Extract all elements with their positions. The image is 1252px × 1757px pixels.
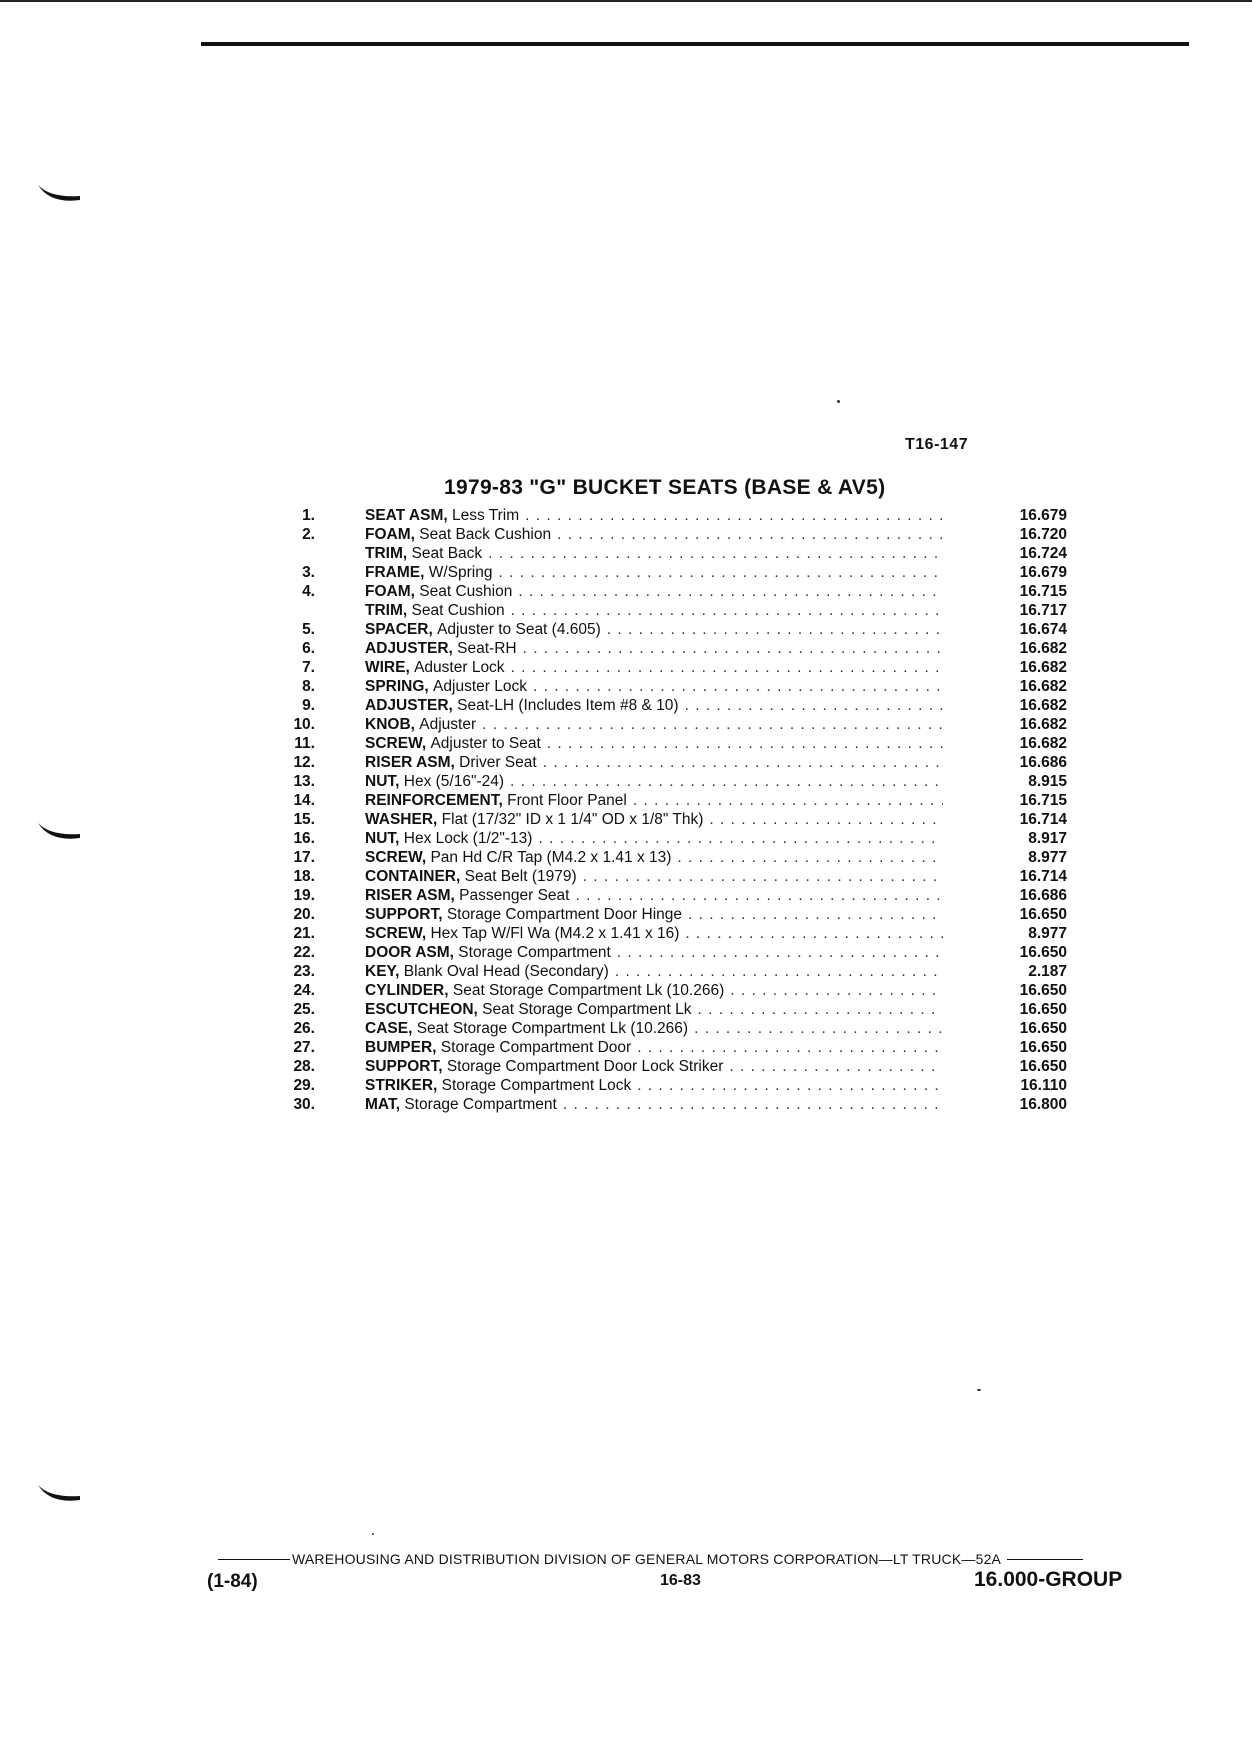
part-name: CONTAINER, [365, 868, 461, 885]
part-group-number: 16.717 [1019, 602, 1067, 619]
part-name: SPACER, [365, 621, 433, 638]
part-row [282, 981, 1072, 1000]
part-detail: Seat Back Cushion [419, 526, 552, 543]
part-name: TRIM, [365, 545, 408, 562]
dot-leader [510, 772, 943, 791]
dot-leader [563, 1095, 943, 1114]
part-group-number: 8.915 [1028, 773, 1067, 790]
part-detail: Storage Compartment [404, 1096, 557, 1113]
part-item-number: 23. [293, 963, 315, 980]
part-name: ADJUSTER, [365, 640, 453, 657]
part-description [365, 924, 943, 943]
part-row [282, 886, 1072, 905]
part-detail: Adjuster Lock [433, 678, 527, 695]
part-detail: Storage Compartment Door Lock Striker [446, 1058, 724, 1075]
part-description [365, 658, 943, 677]
part-name: KNOB, [365, 716, 415, 733]
part-name: RISER ASM, [365, 887, 455, 904]
part-group-number: 16.682 [1019, 697, 1067, 714]
part-group-number: 16.724 [1019, 545, 1067, 562]
dot-leader [729, 1057, 943, 1076]
dot-leader [685, 696, 943, 715]
part-detail: Seat-LH (Includes Item #8 & 10) [457, 697, 679, 714]
dot-leader [575, 886, 943, 905]
part-description [365, 829, 943, 848]
part-description [365, 867, 943, 886]
dot-leader [688, 905, 943, 924]
dot-leader [633, 791, 943, 810]
part-item-number: 22. [293, 944, 315, 961]
dot-leader [543, 753, 943, 772]
part-description [365, 506, 943, 525]
part-item-number: 21. [293, 925, 315, 942]
dot-leader [730, 981, 943, 1000]
part-name: BUMPER, [365, 1039, 437, 1056]
part-row [282, 810, 1072, 829]
part-item-number: 12. [293, 754, 315, 771]
part-description [365, 1095, 943, 1114]
part-item-number: 1. [302, 507, 315, 524]
dot-leader [557, 525, 943, 544]
part-group-number: 16.682 [1019, 678, 1067, 695]
part-name: ADJUSTER, [365, 697, 453, 714]
part-detail: Seat Back [411, 545, 483, 562]
part-name: ESCUTCHEON, [365, 1001, 478, 1018]
part-row [282, 1019, 1072, 1038]
part-detail: Hex Lock (1/2"-13) [403, 830, 533, 847]
part-row [282, 848, 1072, 867]
part-detail: Seat Storage Compartment Lk [482, 1001, 692, 1018]
part-group-number: 16.679 [1019, 564, 1067, 581]
part-description [365, 582, 943, 601]
part-row [282, 905, 1072, 924]
part-detail: Seat-RH [457, 640, 517, 657]
part-group-number: 16.682 [1019, 716, 1067, 733]
part-description [365, 753, 943, 772]
part-description [365, 677, 943, 696]
part-name: FRAME, [365, 564, 425, 581]
part-detail: Seat Belt (1979) [464, 868, 577, 885]
footer-page-number: 16-83 [660, 1572, 701, 1589]
part-group-number: 16.686 [1019, 754, 1067, 771]
part-row [282, 1000, 1072, 1019]
part-group-number: 16.715 [1019, 583, 1067, 600]
part-detail: Seat Cushion [411, 602, 505, 619]
part-group-number: 16.682 [1019, 735, 1067, 752]
part-item-number: 26. [293, 1020, 315, 1037]
part-group-number: 16.650 [1019, 982, 1067, 999]
part-group-number: 16.800 [1019, 1096, 1067, 1113]
part-group-number: 16.682 [1019, 659, 1067, 676]
dot-leader [538, 829, 943, 848]
part-item-number: 2. [302, 526, 315, 543]
footer-rule-right [1007, 1559, 1083, 1560]
figure-code: T16-147 [905, 436, 969, 453]
part-row [282, 506, 1072, 525]
part-name: CASE, [365, 1020, 413, 1037]
part-name: SUPPORT, [365, 1058, 443, 1075]
dot-leader [511, 658, 943, 677]
part-description [365, 886, 943, 905]
dot-leader [637, 1076, 943, 1095]
part-item-number: 8. [302, 678, 315, 695]
part-description [365, 772, 943, 791]
footer-division-line [218, 1551, 1168, 1567]
part-group-number: 16.650 [1019, 1039, 1067, 1056]
part-row [282, 544, 1072, 563]
part-group-number: 8.917 [1028, 830, 1067, 847]
part-row [282, 753, 1072, 772]
part-row [282, 525, 1072, 544]
part-item-number: 29. [293, 1077, 315, 1094]
part-name: STRIKER, [365, 1077, 438, 1094]
dot-leader [617, 943, 943, 962]
part-item-number: 10. [293, 716, 315, 733]
part-group-number: 16.682 [1019, 640, 1067, 657]
part-detail: Aduster Lock [414, 659, 505, 676]
part-row [282, 791, 1072, 810]
part-description [365, 734, 943, 753]
part-group-number: 16.650 [1019, 944, 1067, 961]
part-description [365, 639, 943, 658]
dot-leader [607, 620, 943, 639]
part-item-number: 20. [293, 906, 315, 923]
part-group-number: 16.650 [1019, 906, 1067, 923]
part-name: WASHER, [365, 811, 438, 828]
part-name: CYLINDER, [365, 982, 449, 999]
footer-group-code: 16.000-GROUP [974, 1568, 1123, 1591]
part-name: REINFORCEMENT, [365, 792, 503, 809]
part-row [282, 639, 1072, 658]
part-item-number: 7. [302, 659, 315, 676]
part-detail: Flat (17/32" ID x 1 1/4" OD x 1/8" Thk) [441, 811, 704, 828]
part-row [282, 867, 1072, 886]
part-row [282, 1057, 1072, 1076]
dot-leader [482, 715, 943, 734]
part-group-number: 16.674 [1019, 621, 1067, 638]
part-row [282, 658, 1072, 677]
part-item-number: 18. [293, 868, 315, 885]
part-description [365, 905, 943, 924]
part-detail: Storage Compartment [458, 944, 611, 961]
part-row [282, 734, 1072, 753]
part-row [282, 715, 1072, 734]
part-row [282, 829, 1072, 848]
part-description [365, 525, 943, 544]
part-detail: Seat Storage Compartment Lk (10.266) [452, 982, 725, 999]
part-detail: Adjuster [419, 716, 477, 733]
dot-leader [533, 677, 943, 696]
part-row [282, 582, 1072, 601]
part-description [365, 1057, 943, 1076]
parts-list [282, 506, 1072, 1114]
part-description [365, 848, 943, 867]
part-group-number: 16.714 [1019, 868, 1067, 885]
part-description [365, 715, 943, 734]
part-row [282, 1038, 1072, 1057]
dot-leader [709, 810, 943, 829]
dot-leader [698, 1000, 944, 1019]
part-detail: Storage Compartment Door [440, 1039, 632, 1056]
part-row [282, 677, 1072, 696]
dot-leader [637, 1038, 943, 1057]
part-description [365, 1019, 943, 1038]
part-item-number: 9. [302, 697, 315, 714]
part-name: TRIM, [365, 602, 408, 619]
part-detail: Storage Compartment Door Hinge [446, 906, 683, 923]
part-description [365, 791, 943, 810]
dot-leader [694, 1019, 943, 1038]
binder-hole-mark-top [36, 182, 84, 204]
part-row [282, 601, 1072, 620]
part-group-number: 2.187 [1028, 963, 1067, 980]
part-row [282, 1076, 1072, 1095]
part-group-number: 16.714 [1019, 811, 1067, 828]
dot-leader [488, 544, 943, 563]
part-row [282, 962, 1072, 981]
scan-edge-line [0, 0, 1252, 2]
part-detail: Front Floor Panel [507, 792, 627, 809]
part-row [282, 1095, 1072, 1114]
scan-speck [372, 1533, 374, 1535]
part-name: DOOR ASM, [365, 944, 454, 961]
part-description [365, 601, 943, 620]
part-description [365, 544, 943, 563]
scan-speck [977, 1389, 981, 1391]
part-item-number: 27. [293, 1039, 315, 1056]
part-detail: Seat Cushion [419, 583, 513, 600]
part-detail: Driver Seat [459, 754, 537, 771]
part-group-number: 16.650 [1019, 1001, 1067, 1018]
part-description [365, 943, 943, 962]
part-description [365, 620, 943, 639]
part-name: WIRE, [365, 659, 410, 676]
binder-hole-mark-bottom [36, 1482, 84, 1504]
part-item-number: 4. [302, 583, 315, 600]
part-group-number: 16.650 [1019, 1058, 1067, 1075]
part-item-number: 6. [302, 640, 315, 657]
binder-hole-mark-middle [36, 820, 84, 842]
part-group-number: 8.977 [1028, 925, 1067, 942]
part-description [365, 810, 943, 829]
part-group-number: 16.110 [1020, 1077, 1067, 1094]
part-name: KEY, [365, 963, 400, 980]
part-row [282, 620, 1072, 639]
part-name: SCREW, [365, 735, 427, 752]
part-name: SCREW, [365, 925, 427, 942]
footer-date: (1-84) [207, 1571, 258, 1592]
scan-speck [837, 400, 840, 403]
part-row [282, 563, 1072, 582]
part-item-number: 24. [293, 982, 315, 999]
part-detail: Adjuster to Seat [430, 735, 541, 752]
part-row [282, 924, 1072, 943]
part-name: FOAM, [365, 583, 415, 600]
part-name: MAT, [365, 1096, 401, 1113]
part-item-number: 3. [302, 564, 315, 581]
part-item-number: 19. [293, 887, 315, 904]
part-detail: Passenger Seat [459, 887, 570, 904]
part-item-number: 16. [293, 830, 315, 847]
part-item-number: 11. [294, 735, 315, 752]
part-description [365, 563, 943, 582]
part-group-number: 8.977 [1028, 849, 1067, 866]
top-rule [201, 42, 1189, 46]
part-name: NUT, [365, 773, 400, 790]
part-detail: Storage Compartment Lock [441, 1077, 632, 1094]
part-item-number: 5. [302, 621, 315, 638]
part-detail: Hex (5/16"-24) [403, 773, 505, 790]
part-item-number: 17. [293, 849, 315, 866]
part-detail: Less Trim [451, 507, 520, 524]
part-item-number: 25. [293, 1001, 315, 1018]
dot-leader [511, 601, 943, 620]
footer-rule-left [218, 1559, 290, 1560]
dot-leader [677, 848, 943, 867]
part-detail: Blank Oval Head (Secondary) [403, 963, 609, 980]
dot-leader [615, 962, 943, 981]
part-name: SPRING, [365, 678, 429, 695]
dot-leader [498, 563, 943, 582]
part-description [365, 696, 943, 715]
part-name: SEAT ASM, [365, 507, 448, 524]
part-item-number: 30. [293, 1096, 315, 1113]
footer-division-text: WAREHOUSING AND DISTRIBUTION DIVISION OF GENERAL MOTORS CORPORATION—LT TRUCK—52A [292, 1551, 1002, 1567]
part-description [365, 981, 943, 1000]
part-item-number: 15. [293, 811, 315, 828]
part-row [282, 696, 1072, 715]
dot-leader [685, 924, 943, 943]
part-name: NUT, [365, 830, 400, 847]
part-name: SUPPORT, [365, 906, 443, 923]
part-description [365, 962, 943, 981]
part-item-number: 14. [293, 792, 315, 809]
part-row [282, 772, 1072, 791]
part-detail: Hex Tap W/Fl Wa (M4.2 x 1.41 x 16) [430, 925, 680, 942]
page-title: 1979-83 "G" BUCKET SEATS (BASE & AV5) [444, 476, 886, 499]
part-description [365, 1000, 943, 1019]
part-detail: Pan Hd C/R Tap (M4.2 x 1.41 x 13) [430, 849, 672, 866]
part-detail: Seat Storage Compartment Lk (10.266) [416, 1020, 689, 1037]
part-name: FOAM, [365, 526, 415, 543]
part-group-number: 16.715 [1019, 792, 1067, 809]
part-description [365, 1038, 943, 1057]
part-row [282, 943, 1072, 962]
dot-leader [547, 734, 943, 753]
part-detail: W/Spring [428, 564, 493, 581]
part-description [365, 1076, 943, 1095]
part-name: RISER ASM, [365, 754, 455, 771]
part-item-number: 28. [293, 1058, 315, 1075]
part-group-number: 16.650 [1019, 1020, 1067, 1037]
dot-leader [518, 582, 943, 601]
part-detail: Adjuster to Seat (4.605) [437, 621, 601, 638]
part-group-number: 16.679 [1019, 507, 1067, 524]
part-name: SCREW, [365, 849, 427, 866]
dot-leader [583, 867, 943, 886]
part-item-number: 13. [293, 773, 315, 790]
dot-leader [523, 639, 943, 658]
part-group-number: 16.686 [1019, 887, 1067, 904]
part-group-number: 16.720 [1019, 526, 1067, 543]
dot-leader [525, 506, 943, 525]
